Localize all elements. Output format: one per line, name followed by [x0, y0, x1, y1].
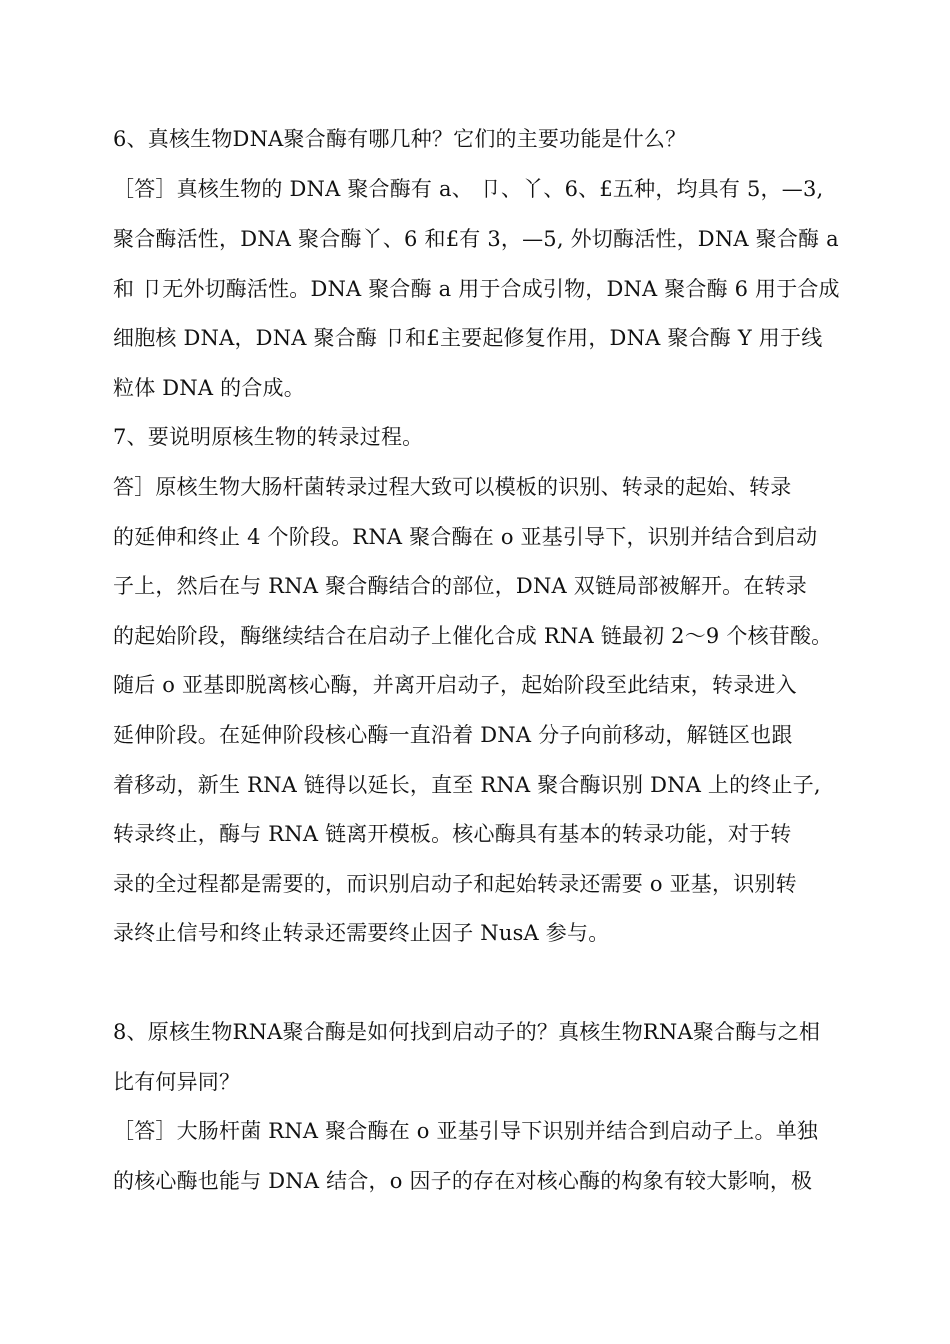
question-6-heading: 6、真核生物DNA聚合酶有哪几种？它们的主要功能是什么？	[113, 127, 687, 151]
answer-7-line: 子上，然后在与 RNA 聚合酶结合的部位，DNA 双链局部被解开。在转录	[113, 574, 807, 598]
answer-8-line: ［答］大肠杆菌 RNA 聚合酶在 o 亚基引导下识别并结合到启动子上。单独	[113, 1119, 819, 1143]
answer-7-line: 录的全过程都是需要的，而识别启动子和起始转录还需要 o 亚基，识别转	[113, 872, 797, 896]
answer-6-line: 和 卩无外切酶活性。DNA 聚合酶 a 用于合成引物，DNA 聚合酶 6 用于合成	[113, 277, 840, 301]
answer-8-line: 的核心酶也能与 DNA 结合，o 因子的存在对核心酶的构象有较大影响，极	[113, 1169, 813, 1193]
question-8-heading: 8、原核生物RNA聚合酶是如何找到启动子的？真核生物RNA聚合酶与之相	[113, 1020, 821, 1044]
answer-7-line: 延伸阶段。在延伸阶段核心酶一直沿着 DNA 分子向前移动，解链区也跟	[113, 723, 793, 747]
answer-7-line: 的起始阶段，酶继续结合在启动子上催化合成 RNA 链最初 2〜9 个核苷酸。	[113, 624, 833, 648]
answer-7-line: 录终止信号和终止转录还需要终止因子 NusA 参与。	[113, 921, 610, 945]
question-8-heading: 比有何异同？	[113, 1070, 241, 1094]
answer-7-line: 的延伸和终止 4 个阶段。RNA 聚合酶在 o 亚基引导下，识别并结合到启动	[113, 525, 818, 549]
answer-6-line: 聚合酶活性，DNA 聚合酶丫、6 和£有 3，—5, 外切酶活性，DNA 聚合酶 a	[113, 227, 839, 251]
answer-7-line: 转录终止，酶与 RNA 链离开模板。核心酶具有基本的转录功能，对于转	[113, 822, 792, 846]
answer-6-line: 粒体 DNA 的合成。	[113, 376, 305, 400]
question-7-heading: 7、要说明原核生物的转录过程。	[113, 425, 424, 449]
answer-6-line: 细胞核 DNA，DNA 聚合酶 卩和£主要起修复作用，DNA 聚合酶 Y 用于线	[113, 326, 823, 350]
answer-7-line: 答］原核生物大肠杆菌转录过程大致可以模板的识别、转录的起始、转录	[113, 475, 792, 499]
answer-7-line: 着移动，新生 RNA 链得以延长，直至 RNA 聚合酶识别 DNA 上的终止子,	[113, 773, 821, 797]
answer-7-line: 随后 o 亚基即脱离核心酶，并离开启动子，起始阶段至此结束，转录进入	[113, 673, 797, 697]
answer-6-line: ［答］真核生物的 DNA 聚合酶有 a、 卩、丫、6、£五种，均具有 5，—3,	[113, 177, 824, 201]
